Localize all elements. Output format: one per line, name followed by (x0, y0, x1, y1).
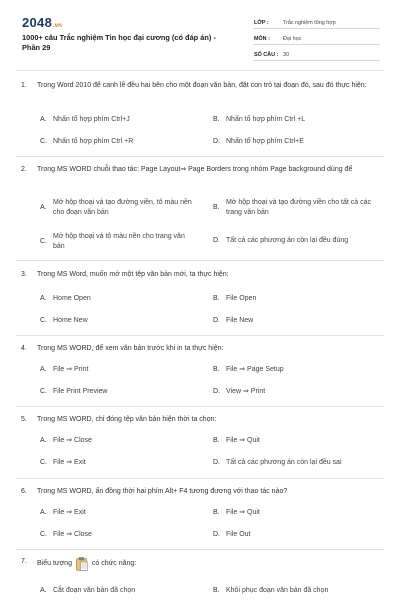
option-a[interactable] (40, 294, 198, 304)
option-b[interactable] (213, 365, 371, 375)
option-text: Nhấn tổ hợp phím Ctrl+J (53, 116, 130, 123)
option-d[interactable] (213, 530, 371, 540)
question-number: 7. (21, 558, 27, 565)
option-letter: A. (40, 366, 47, 373)
question-stem (21, 486, 376, 497)
option-text: File ⇒ Exit (53, 459, 86, 466)
option-b[interactable] (213, 294, 371, 304)
option-d[interactable] (213, 458, 371, 468)
option-text: Tất cả các phương án còn lại đều sai (226, 459, 342, 466)
meta-row-subject (254, 32, 380, 45)
option-c[interactable] (40, 458, 198, 468)
divider (16, 478, 384, 479)
option-c[interactable] (40, 137, 198, 147)
option-text: Khôi phục đoạn văn bản đã chọn (226, 587, 329, 594)
divider (16, 260, 384, 261)
question-text: Trong MS WORD, chỉ đóng tệp văn bản hiện thời ta chọn: (37, 416, 217, 423)
option-letter: A. (40, 587, 47, 594)
option-text: Mở hộp thoại và tô màu nền cho trang văn bản (53, 233, 185, 250)
option-text: Home New (53, 317, 88, 324)
question-stem (21, 80, 376, 91)
option-c[interactable] (40, 387, 198, 397)
meta-label: MÔN : (254, 36, 270, 42)
option-letter: B. (213, 295, 220, 302)
option-a[interactable] (40, 115, 198, 125)
option-text: View ⇒ Print (226, 388, 266, 395)
divider (16, 70, 384, 71)
option-text: Cắt đoạn văn bản đã chọn (53, 587, 136, 594)
header (0, 0, 400, 66)
option-text: File ⇒ Quit (226, 437, 260, 444)
meta-value: Đại học (283, 36, 302, 42)
question-text-after: có chức năng: (91, 560, 137, 567)
question-stem (21, 343, 376, 354)
divider (16, 549, 384, 550)
option-letter: B. (213, 204, 220, 211)
divider (16, 156, 384, 157)
question-text: Trong Word 2010 để canh lề đều hai bên cho một đoạn văn bản, đặt con trỏ tại đoạn đó, sau đó thực hiện: (37, 82, 367, 89)
option-letter: D. (213, 237, 220, 244)
option-text: File ⇒ Page Setup (226, 366, 284, 373)
question-number: 5. (21, 416, 27, 423)
option-text: File ⇒ Quit (226, 509, 260, 516)
meta-info (254, 16, 380, 64)
option-letter: A. (40, 204, 47, 211)
option-letter: A. (40, 116, 47, 123)
option-d[interactable] (213, 236, 371, 246)
question-number: 2. (21, 166, 27, 173)
option-letter: A. (40, 509, 47, 516)
option-text: File ⇒ Print (53, 366, 89, 373)
option-letter: C. (40, 138, 47, 145)
option-a[interactable] (40, 198, 198, 218)
option-letter: A. (40, 437, 47, 444)
option-c[interactable] (40, 530, 198, 540)
option-d[interactable] (213, 387, 371, 397)
question-text: Trong MS WORD chuỗi thao tác: Page Layout⇒ Page Borders trong nhóm Page background dùng để (37, 166, 353, 173)
option-d[interactable] (213, 316, 371, 326)
option-text: Tất cả các phương án còn lại đều đúng (226, 237, 349, 244)
option-letter: C. (40, 238, 47, 245)
divider (16, 406, 384, 407)
option-letter: C. (40, 388, 47, 395)
meta-label: SỐ CÂU : (254, 52, 279, 58)
option-b[interactable] (213, 198, 371, 218)
question-stem (21, 269, 376, 280)
option-text: Mở hộp thoại và tạo đường viền, tô màu nền cho đoạn văn bản (53, 199, 192, 216)
question-stem (21, 414, 376, 425)
option-letter: D. (213, 459, 220, 466)
question-text: Trong MS WORD, để xem văn bản trước khi in ta thực hiện: (37, 345, 224, 352)
question-stem (21, 556, 376, 572)
option-b[interactable] (213, 586, 371, 596)
logo-sub: .vn (53, 23, 62, 29)
option-text: File Open (226, 295, 257, 302)
paste-icon (76, 557, 88, 571)
option-letter: B. (213, 509, 220, 516)
meta-row-count (254, 48, 380, 61)
option-text: Nhấn tổ hợp phím Ctrl +R (53, 138, 134, 145)
option-text: Mở hộp thoại và tạo đường viền cho tất cả các trang văn bản (226, 199, 372, 216)
logo-main: 2048 (22, 15, 53, 30)
option-letter: B. (213, 366, 220, 373)
option-a[interactable] (40, 365, 198, 375)
option-letter: D. (213, 388, 220, 395)
option-letter: C. (40, 459, 47, 466)
question-text: Trong MS Word, muốn mở một tệp văn bản mới, ta thực hiện: (37, 271, 229, 278)
option-text: Home Open (53, 295, 91, 302)
option-text: File Out (226, 531, 251, 538)
option-letter: A. (40, 295, 47, 302)
option-text: File Print Preview (53, 388, 108, 395)
option-a[interactable] (40, 586, 198, 596)
question-stem (21, 164, 376, 175)
option-b[interactable] (213, 115, 371, 125)
question-number: 6. (21, 488, 27, 495)
meta-value: 30 (283, 52, 289, 58)
option-letter: B. (213, 437, 220, 444)
document-title: 1000+ câu Trắc nghiệm Tin học đại cương (có đáp án) - Phần 29 (22, 33, 216, 52)
question-number: 4. (21, 345, 27, 352)
option-letter: B. (213, 587, 220, 594)
question-number: 1. (21, 82, 27, 89)
option-a[interactable] (40, 508, 198, 518)
option-letter: D. (213, 531, 220, 538)
option-c[interactable] (40, 316, 198, 326)
question-text: Trong MS WORD, ấn đồng thời hai phím Alt+ F4 tương đương với thao tác nào? (37, 488, 288, 495)
divider (16, 335, 384, 336)
question-number: 3. (21, 271, 27, 278)
option-letter: C. (40, 317, 47, 324)
meta-row-class (254, 16, 380, 29)
option-letter: C. (40, 531, 47, 538)
option-c[interactable] (40, 232, 198, 252)
meta-value: Trắc nghiệm tổng hợp (283, 20, 336, 26)
option-d[interactable] (213, 137, 371, 147)
option-text: Nhấn tổ hợp phím Ctrl +L (226, 116, 306, 123)
meta-label: LỚP : (254, 20, 269, 26)
option-letter: B. (213, 116, 220, 123)
option-letter: D. (213, 138, 220, 145)
option-text: Nhấn tổ hợp phím Ctrl+E (226, 138, 304, 145)
site-logo[interactable] (22, 14, 62, 32)
option-letter: D. (213, 317, 220, 324)
option-text: File ⇒ Exit (53, 509, 86, 516)
option-b[interactable] (213, 508, 371, 518)
option-b[interactable] (213, 436, 371, 446)
option-text: File New (226, 317, 254, 324)
question-text-before: Biểu tượng (37, 560, 72, 567)
option-text: File ⇒ Close (53, 531, 92, 538)
option-text: File ⇒ Close (53, 437, 92, 444)
option-a[interactable] (40, 436, 198, 446)
